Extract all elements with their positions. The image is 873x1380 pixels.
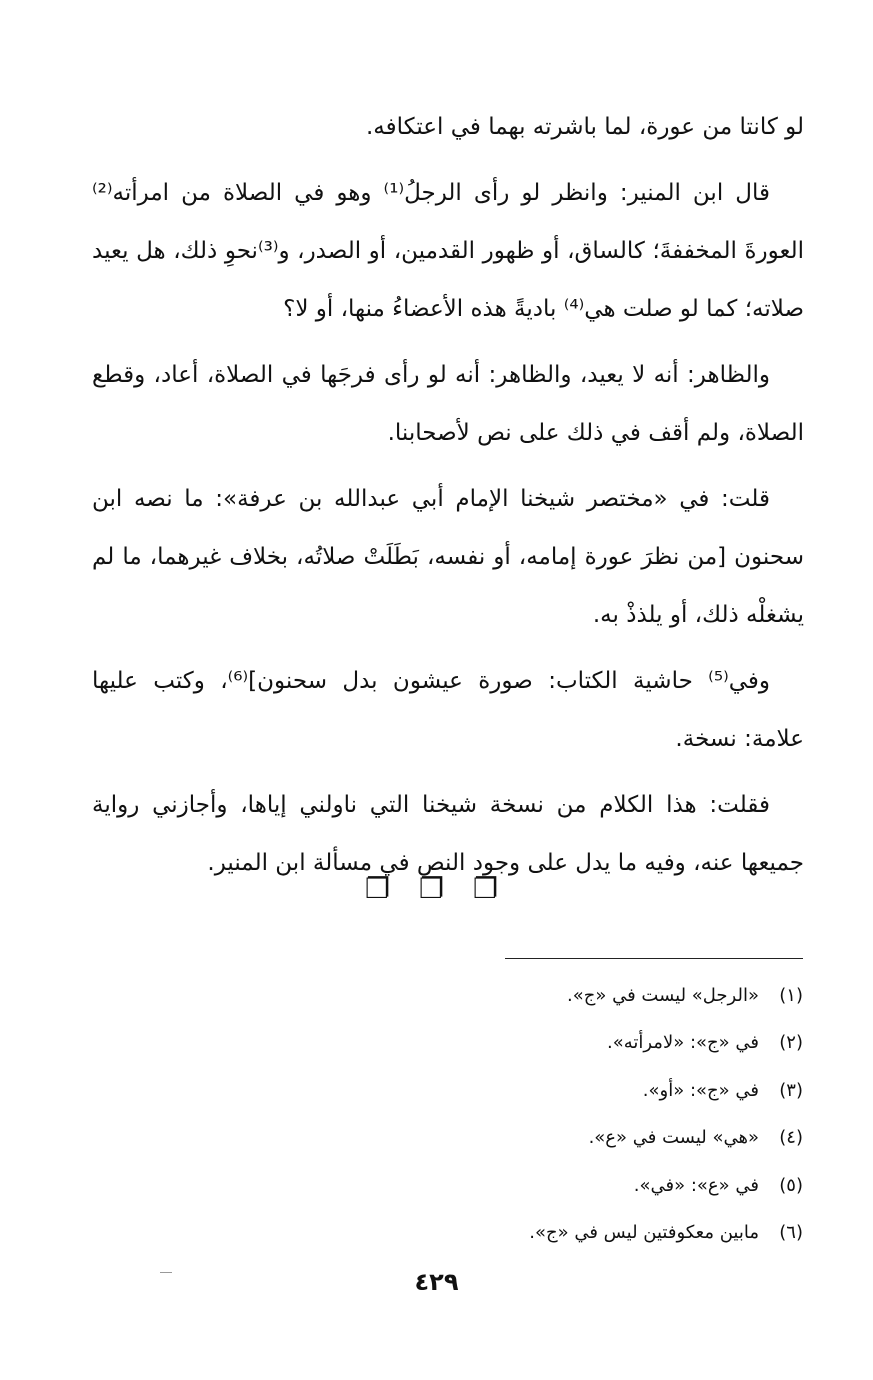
footnote-6 xyxy=(83,1213,803,1260)
footnotes xyxy=(83,976,803,1260)
footnote-1 xyxy=(83,976,803,1023)
footnote-text: في «ع»: «في». xyxy=(633,1174,759,1196)
footnote-4 xyxy=(83,1118,803,1165)
footnote-number: (٥) xyxy=(779,1174,803,1196)
footnote-5 xyxy=(83,1166,803,1213)
footnote-number: (١) xyxy=(779,985,803,1006)
section-divider-ornament: ❐ ❐ ❐ xyxy=(364,872,509,905)
footnote-text: «الرجل» ليست في «ج». xyxy=(567,985,759,1006)
footnote-number: (٢) xyxy=(779,1032,803,1054)
footnote-number: (٦) xyxy=(779,1221,803,1243)
paragraph-6: فقلت: هذا الكلام من نسخة شيخنا التي ناولني إياها، وأجازني رواية جميعها عنه، وفيه ما يدل على وجود النص في مسألة ابن المنير. xyxy=(92,792,804,876)
paragraph-1: لو كانتا من عورة، لما باشرته بهما في اعتكافه. xyxy=(366,114,804,140)
footnote-text: مابين معكوفتين ليس في «ج». xyxy=(529,1221,759,1243)
paragraph-4: قلت: في «مختصر شيخنا الإمام أبي عبدالله بن عرفة»: ما نصه ابن سحنون [من نظرَ عورة إمامه، أو نفسه، بَطَلَتْ صلاتُه، بخلاف غيرهما، ما لم يشغلْه ذلك، أو يلذذْ به. xyxy=(92,486,804,628)
footnote-number: (٣) xyxy=(779,1079,803,1101)
paragraph-5: وفي⁽⁵⁾ حاشية الكتاب: صورة عيشون بدل سحنون]⁽⁶⁾، وكتب عليها علامة: نسخة. xyxy=(92,668,804,752)
page-number: ٤٢٩ xyxy=(414,1268,459,1296)
footnote-text: «هي» ليست في «ع». xyxy=(588,1127,759,1149)
paragraph-2: قال ابن المنير: وانظر لو رأى الرجلُ⁽¹⁾ وهو في الصلاة من امرأته⁽²⁾ العورةَ المخففةَ؛ كالساق، أو ظهور القدمين، أو الصدر، و⁽³⁾نحوِ ذلك، هل يعيد صلاته؛ كما لو صلت هي⁽⁴⁾ باديةً هذه الأعضاءُ منها، أو لا؟ xyxy=(92,180,804,322)
footnote-number: (٤) xyxy=(779,1127,803,1149)
main-text xyxy=(92,98,804,900)
footnote-separator xyxy=(505,958,803,959)
paragraph-3: والظاهر: أنه لا يعيد، والظاهر: أنه لو رأى فرجَها في الصلاة، أعاد، وقطع الصلاة، ولم أقف في ذلك على نص لأصحابنا. xyxy=(92,362,804,446)
footnote-3 xyxy=(83,1071,803,1118)
footnote-text: في «ج»: «أو». xyxy=(642,1079,759,1101)
footnote-2 xyxy=(83,1023,803,1070)
footnote-text: في «ج»: «لامرأته». xyxy=(606,1032,759,1054)
